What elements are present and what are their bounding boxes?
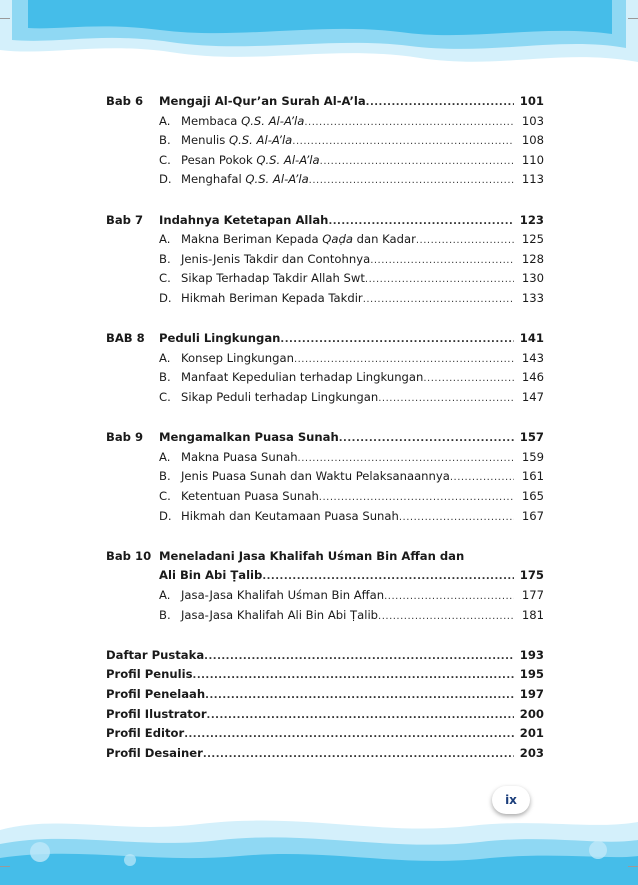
section-title — [159, 269, 365, 289]
section-entry[interactable] — [159, 250, 544, 271]
section-text: Jasa-Jasa Khalifah Ali Bin Abi Ṭalib — [181, 607, 379, 622]
chapter-entry[interactable] — [159, 329, 544, 350]
leader-dots — [203, 745, 514, 765]
section-title — [159, 368, 423, 388]
section-letter: A. — [159, 113, 171, 128]
section-row — [106, 289, 544, 309]
section-text: Ketentuan Puasa Sunah — [181, 488, 319, 503]
bottom-wave-decoration — [0, 800, 638, 885]
chapter-title: Mengamalkan Puasa Sunah — [159, 430, 339, 445]
back-matter-title: Profil Penulis — [106, 667, 193, 682]
leader-dots — [339, 429, 514, 449]
chapter-page: 157 — [519, 430, 544, 445]
leader-dots — [450, 468, 514, 488]
section-page: 161 — [521, 469, 544, 484]
section-row — [106, 112, 544, 132]
back-matter-entry[interactable] — [106, 685, 544, 706]
section-title — [159, 487, 319, 507]
leader-dots — [399, 508, 514, 528]
leader-dots — [366, 93, 514, 113]
section-italic: Q.S. Al-A’la — [241, 113, 305, 128]
chapter-label: Bab 6 — [106, 94, 144, 108]
section-text-end: dan Kadar — [352, 232, 416, 247]
leader-dots — [292, 132, 514, 152]
back-matter-row — [106, 744, 544, 764]
section-letter: A. — [159, 350, 171, 365]
section-text: Hikmah Beriman Kepada Takdir — [181, 290, 363, 305]
leader-dots — [184, 725, 514, 745]
leader-dots — [309, 171, 514, 191]
leader-dots — [365, 270, 514, 290]
chapter-title: Ali Bin Abi Ṭalib — [159, 568, 263, 583]
leader-dots — [262, 567, 514, 587]
chapter-page: 141 — [519, 331, 544, 346]
section-title — [159, 112, 304, 132]
section-text: Makna Beriman Kepada — [181, 232, 323, 247]
leader-dots — [298, 449, 514, 469]
section-page: 128 — [521, 251, 544, 266]
section-letter: C. — [159, 152, 171, 167]
back-matter-page: 201 — [519, 726, 544, 741]
section-row — [106, 467, 544, 487]
chapter-page: 123 — [519, 212, 544, 227]
section-text: Konsep Lingkungan — [181, 350, 294, 365]
section-row — [106, 230, 544, 250]
section-letter: D. — [159, 508, 172, 523]
leader-dots — [193, 666, 514, 686]
section-text: Menghafal — [181, 172, 246, 187]
leader-dots — [205, 686, 514, 706]
chapter-label: BAB 8 — [106, 331, 145, 346]
section-page: 108 — [521, 133, 544, 148]
section-entry[interactable] — [159, 170, 544, 191]
back-matter-page: 197 — [519, 686, 544, 701]
section-row — [106, 448, 544, 468]
section-letter: A. — [159, 587, 171, 602]
back-matter-title: Profil Penelaah — [106, 686, 206, 701]
chapter-row — [106, 547, 544, 567]
section-letter: B. — [159, 133, 171, 148]
chapter-title-line — [159, 547, 544, 567]
section-title — [159, 586, 384, 606]
section-letter: C. — [159, 389, 171, 404]
chapter-row — [106, 566, 544, 586]
section-title — [159, 388, 378, 408]
leader-dots — [416, 231, 514, 251]
back-matter-title: Daftar Pustaka — [106, 647, 205, 662]
back-matter-entry[interactable] — [106, 646, 544, 667]
section-entry[interactable] — [159, 606, 544, 627]
section-letter: C. — [159, 271, 171, 286]
section-title — [159, 131, 292, 151]
back-matter-entry[interactable] — [106, 724, 544, 745]
section-text: Menulis — [181, 133, 229, 148]
section-letter: A. — [159, 449, 171, 464]
back-matter-page: 195 — [519, 667, 544, 682]
chapter-title: Meneladani Jasa Khalifah Uśman Bin Affan dan — [159, 548, 465, 563]
back-matter-row — [106, 705, 544, 725]
back-matter-page: 203 — [519, 745, 544, 760]
section-text: Jasa-Jasa Khalifah Uśman Bin Affan — [181, 587, 385, 602]
section-title — [159, 289, 363, 309]
section-italic: Q.S. Al-A’la — [245, 172, 309, 187]
section-letter: D. — [159, 290, 172, 305]
chapter-title: Peduli Lingkungan — [159, 331, 281, 346]
section-page: 181 — [521, 607, 544, 622]
back-matter-title: Profil Editor — [106, 726, 185, 741]
crop-mark — [628, 18, 638, 19]
top-wave-decoration — [0, 0, 638, 80]
leader-dots — [204, 647, 514, 667]
section-letter: B. — [159, 370, 171, 385]
section-text: Sikap Terhadap Takdir Allah Swt — [181, 271, 365, 286]
back-matter-page: 193 — [519, 647, 544, 662]
section-italic: Qaḍa — [322, 232, 353, 247]
leader-dots — [370, 251, 514, 271]
section-row — [106, 349, 544, 369]
section-row — [106, 507, 544, 527]
leader-dots — [423, 369, 514, 389]
section-title — [159, 507, 399, 527]
chapter-row — [106, 92, 544, 112]
section-entry[interactable] — [159, 131, 544, 152]
section-text: Jenis-Jenis Takdir dan Contohnya — [181, 251, 371, 266]
section-entry[interactable] — [159, 230, 544, 251]
section-text: Pesan Pokok — [181, 152, 257, 167]
section-title — [159, 151, 320, 171]
section-row — [106, 250, 544, 270]
chapter-label: Bab 9 — [106, 430, 144, 445]
chapter-title: Mengaji Al-Qur’an Surah Al-A’la — [159, 94, 366, 108]
crop-mark — [628, 866, 638, 867]
section-title — [159, 448, 298, 468]
leader-dots — [320, 152, 514, 172]
section-page: 159 — [521, 449, 544, 464]
leader-dots — [328, 212, 514, 232]
section-title — [159, 349, 294, 369]
section-letter: B. — [159, 469, 171, 484]
leader-dots — [207, 706, 514, 726]
chapter-row — [106, 329, 544, 349]
section-text: Makna Puasa Sunah — [181, 449, 298, 464]
section-entry[interactable] — [159, 368, 544, 389]
section-entry[interactable] — [159, 507, 544, 528]
section-row — [106, 388, 544, 408]
section-entry[interactable] — [159, 112, 544, 133]
section-letter: D. — [159, 172, 172, 187]
section-title — [159, 467, 450, 487]
section-page: 113 — [521, 172, 544, 187]
section-row — [106, 586, 544, 606]
section-title — [159, 250, 370, 270]
chapter-label: Bab 10 — [106, 548, 152, 563]
section-entry[interactable] — [159, 586, 544, 607]
section-title — [159, 170, 309, 190]
section-letter: B. — [159, 607, 171, 622]
section-text: Sikap Peduli terhadap Lingkungan — [181, 389, 379, 404]
chapter-row — [106, 211, 544, 231]
page-number-badge: ix — [492, 786, 530, 814]
section-text: Hikmah dan Keutamaan Puasa Sunah — [181, 508, 399, 523]
section-page: 110 — [521, 152, 544, 167]
section-entry[interactable] — [159, 349, 544, 370]
crop-mark — [0, 18, 10, 19]
section-page: 147 — [521, 389, 544, 404]
section-entry[interactable] — [159, 388, 544, 409]
section-entry[interactable] — [159, 448, 544, 469]
back-matter-row — [106, 665, 544, 685]
chapter-entry[interactable] — [159, 428, 544, 449]
section-row — [106, 170, 544, 190]
back-matter-page: 200 — [519, 706, 544, 721]
leader-dots — [294, 350, 514, 370]
section-page: 165 — [521, 488, 544, 503]
back-matter-title: Profil Desainer — [106, 745, 203, 760]
section-page: 125 — [521, 232, 544, 247]
chapter-page: 101 — [519, 94, 544, 108]
section-text: Jenis Puasa Sunah dan Waktu Pelaksanaannya — [181, 469, 450, 484]
chapter-entry[interactable] — [159, 92, 544, 113]
section-page: 103 — [521, 113, 544, 128]
chapter-label: Bab 7 — [106, 212, 144, 227]
section-row — [106, 606, 544, 626]
leader-dots — [384, 587, 514, 607]
chapter-entry[interactable] — [159, 211, 544, 232]
section-text: Manfaat Kepedulian terhadap Lingkungan — [181, 370, 424, 385]
section-title — [159, 230, 416, 250]
back-matter-row — [106, 685, 544, 705]
chapter-row — [106, 428, 544, 448]
back-matter-row — [106, 646, 544, 666]
back-matter-row — [106, 724, 544, 744]
section-letter: C. — [159, 488, 171, 503]
section-entry[interactable] — [159, 467, 544, 488]
back-matter-entry[interactable] — [106, 744, 544, 765]
chapter-title: Indahnya Ketetapan Allah — [159, 212, 329, 227]
section-row — [106, 131, 544, 151]
section-page: 167 — [521, 508, 544, 523]
back-matter-entry[interactable] — [106, 705, 544, 726]
section-italic: Q.S. Al-A’la — [256, 152, 320, 167]
leader-dots — [280, 330, 514, 350]
section-page: 143 — [521, 350, 544, 365]
section-row — [106, 151, 544, 171]
section-page: 177 — [521, 587, 544, 602]
section-page: 146 — [521, 370, 544, 385]
leader-dots — [363, 290, 514, 310]
leader-dots — [378, 607, 514, 627]
section-title — [159, 606, 378, 626]
section-entry[interactable] — [159, 487, 544, 508]
section-row — [106, 368, 544, 388]
section-row — [106, 269, 544, 289]
section-text: Membaca — [181, 113, 242, 128]
back-matter-entry[interactable] — [106, 665, 544, 686]
section-page: 130 — [521, 271, 544, 286]
section-page: 133 — [521, 290, 544, 305]
section-letter: B. — [159, 251, 171, 266]
section-row — [106, 487, 544, 507]
section-entry[interactable] — [159, 151, 544, 172]
section-entry[interactable] — [159, 289, 544, 310]
section-italic: Q.S. Al-A’la — [229, 133, 293, 148]
leader-dots — [319, 488, 514, 508]
leader-dots — [378, 389, 514, 409]
chapter-entry[interactable] — [159, 566, 544, 587]
back-matter-title: Profil Ilustrator — [106, 706, 207, 721]
chapter-page: 175 — [519, 568, 544, 583]
crop-mark — [0, 866, 10, 867]
section-letter: A. — [159, 232, 171, 247]
section-entry[interactable] — [159, 269, 544, 290]
leader-dots — [304, 113, 514, 133]
